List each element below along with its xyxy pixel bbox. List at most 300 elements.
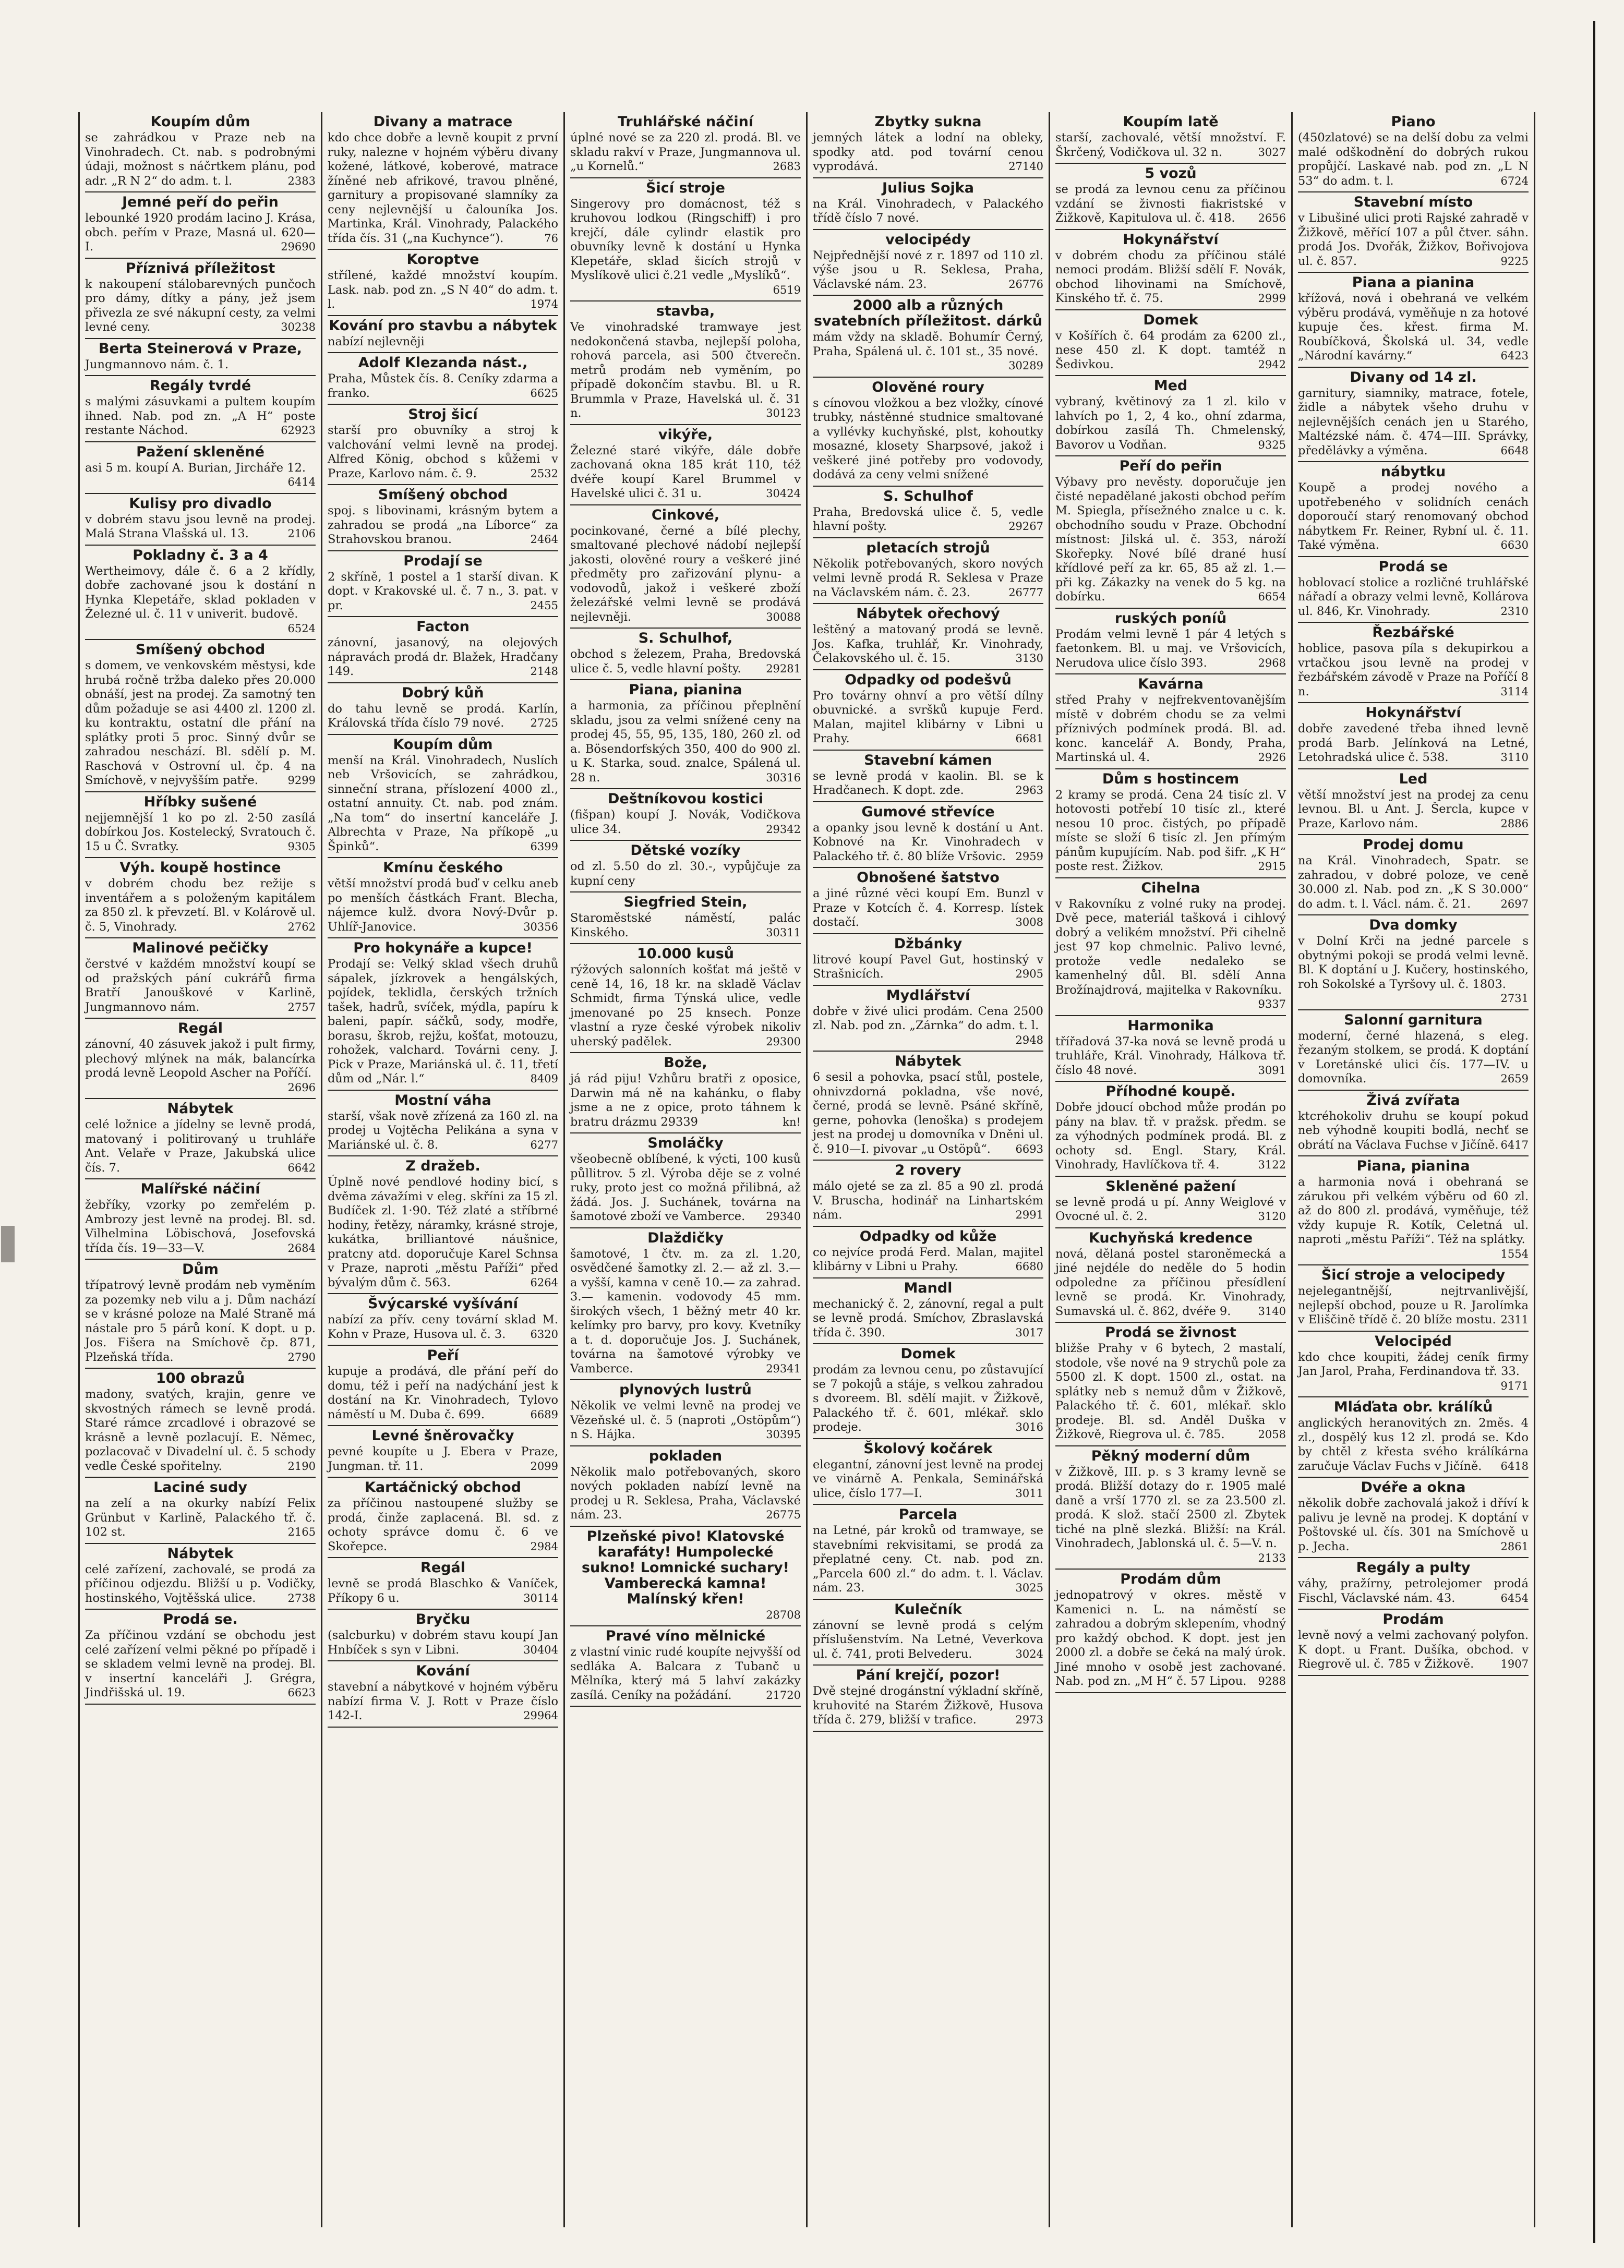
ad-reference-number: 2697	[1500, 897, 1529, 910]
classified-ad	[1298, 1332, 1529, 1398]
classified-ad	[570, 1053, 801, 1133]
ad-reference-number: 2148	[530, 665, 558, 678]
ad-body-text: leštěný a matovaný prodá se levně. Jos. Kafka, truhlář, Kr. Vinohrady, Čelakovského ul. č. 15.	[813, 623, 1043, 665]
ad-body-text: vybraný, květinový za 1 zl. kilo v lahvích po 1, 2, 4 ko., ohní zdarma, dobírkou zasílá Th. Chmelenský, Bavorov u Vodňan.	[1055, 395, 1286, 452]
ad-body	[1298, 854, 1529, 911]
classified-ad	[85, 1019, 316, 1099]
ad-body	[85, 1198, 316, 1256]
ad-reference-number: 6689	[530, 1408, 558, 1421]
classified-ad	[1298, 112, 1529, 192]
ad-reference-number: 2058	[1258, 1428, 1286, 1441]
classified-ad	[570, 425, 801, 505]
ad-body	[1055, 693, 1286, 765]
page-right-border	[1593, 21, 1595, 2243]
ad-reference-number: 6417	[1500, 1138, 1529, 1151]
classified-ad	[813, 1344, 1043, 1439]
ad-headline: Parcela	[898, 1506, 958, 1523]
ad-body-text: málo ojeté se za zl. 85 a 90 zl. prodá V. Bruscha, hodinář na Linhartském nám.	[813, 1179, 1043, 1222]
ad-body	[813, 623, 1043, 666]
ad-reference-number: 2106	[287, 527, 316, 540]
ad-headline: Kulisy pro divadlo	[129, 495, 272, 512]
ad-body	[85, 659, 316, 788]
ad-body-text: Úplně nové pendlové hodiny bicí, s dvěma závažími v eleg. skříni za 15 zl. Budíček zl. 1·90. Též zlaté a stříbrné hodiny, řetězy, náramky, krásné stroje, kukátka, brilliantové náušnice, pratcny atd. doporučuje Karel Schnsa v Praze, naproti „městu Paříži“ před bývalým dům č. 563.	[328, 1175, 558, 1289]
classified-ad	[813, 1439, 1043, 1505]
ad-body-text: litrové koupí Pavel Gut, hostinský v Strašnicích.	[813, 952, 1043, 981]
ad-headline: Pokladny č. 3 a 4	[133, 547, 268, 563]
ad-headline: Regál	[178, 1020, 223, 1036]
ad-reference-number: 29690	[281, 240, 316, 253]
ad-headline: Domek	[1143, 311, 1198, 328]
ad-reference-number: 2948	[1015, 1033, 1043, 1046]
ad-body-text: v Rakovníku z volné ruky na prodej. Dvě pece, materiál tašková i cihlový dobrý a velikém množství. Při cihelně jest 97 kop chmelnic. Palivo levné, protože vedle nedaleko se kamenhelný důl. Bl. sdělí Anna Brožínajdrová, majitelka v Rakovníku.	[1055, 897, 1286, 997]
ad-body	[328, 1497, 558, 1554]
ad-headline: Prodej domu	[1363, 837, 1464, 853]
ad-headline: Švýcarské vyšívání	[367, 1296, 519, 1312]
ad-body-text: starší, zachovalé, větší množství. F. Škrčený, Vodičkova ul. 32 n.	[1055, 131, 1286, 159]
ad-body	[1298, 131, 1529, 188]
classified-ad	[1298, 1478, 1529, 1558]
classified-ad	[813, 1161, 1043, 1227]
ad-body-text: kdo chce koupiti, žádej ceník firmy Jan Jarol, Praha, Ferdinandova tř. 33.	[1298, 1350, 1529, 1378]
ad-headline: pletacích strojů	[866, 539, 990, 556]
ad-body-text: asi 5 m. koupí A. Burian, Jircháře 12.	[85, 461, 306, 475]
ad-body-text: starší pro obuvníky a stroj k valchování velmi levně na prodej. Alfred König, obchod s kůžemi v Praze, Karlovo nám. č. 9.	[328, 424, 558, 480]
classified-ad	[813, 868, 1043, 934]
ad-body	[1298, 1577, 1529, 1606]
ad-body	[1055, 395, 1286, 452]
ad-body	[570, 860, 801, 888]
ad-body	[85, 877, 316, 934]
ad-body	[328, 1628, 558, 1657]
ad-body-text: Ve vinohradské tramwaye jest nedokončená stavba, nejlepší poloha, rohová parcela, asi 500 čtverečn. metrů prodám neb vyměním, po případě dokončím stavbu. Bl. u R. Brummla v Praze, Havelská ul. č. 31 n.	[570, 320, 801, 420]
ad-reference-number: 29964	[523, 1709, 558, 1722]
ad-headline: Velocipéd	[1375, 1333, 1452, 1349]
ad-headline: Smoláčky	[647, 1135, 724, 1151]
ad-body	[85, 513, 316, 541]
ad-body	[1055, 249, 1286, 306]
ad-body-text: levně nový a velmi zachovaný polyfon. K dopt. u Frant. Dušíka, obchod. v Riegrově ul. č. 785 v Žižkově.	[1298, 1628, 1529, 1671]
ad-headline: Deštníkovou kostici	[607, 791, 763, 807]
ad-headline: Koupím dům	[393, 736, 493, 753]
ad-body	[1298, 387, 1529, 459]
ad-reference-number: 2905	[1015, 968, 1043, 980]
classified-ad	[813, 230, 1043, 296]
ad-body-text: hoblovací stolice a rozličné truhlářské nářadí a obrazy velmi levně, Kollárova ul. 846, Kr. Vinohrady.	[1298, 575, 1529, 618]
ad-body	[85, 1628, 316, 1700]
ad-body	[328, 131, 558, 246]
ad-body-text: zánovní, jasanový, na olejových nápravách prodá dr. Blažek, Hradčany 149.	[328, 636, 558, 678]
ad-reference-number: 2684	[287, 1241, 316, 1254]
classified-ad	[813, 934, 1043, 986]
classified-ad	[1298, 192, 1529, 273]
ad-body-text: Praha, Bredovská ulice č. 5, vedle hlavní pošty.	[813, 505, 1043, 533]
classified-ad	[328, 1091, 558, 1157]
ad-headline: Piana, pianina	[1356, 1158, 1470, 1174]
ad-body	[1298, 642, 1529, 699]
ad-reference-number: 30356	[523, 920, 558, 933]
ad-body	[328, 1445, 558, 1474]
ad-body-text: nejelegantnější, nejtrvanlivější, nejlepší obchod, pouze u R. Jarolímka v Eliščině třídě č. 20 blíže mostu.	[1298, 1284, 1529, 1326]
classified-ad	[570, 680, 801, 789]
ad-body-text: se zahrádkou v Praze neb na Vinohradech. Ct. nab. s podrobnými údaji, možnost s náčrtkem plánu, pod adr. „R N 2“ do adm. t. l.	[85, 131, 316, 188]
ad-body-text: v Žižkově, III. p. s 3 kramy levně se prodá. Bližší dotazy do r. 1905 malé daně a vrší 1770 zl. se za 23.500 zl. prodá. K slož. stačí 2500 zl. Zbytek tiché na plně slezká. Bližší: na Král. Vinohradech, Jablonská ul. č. 5—V. n.	[1055, 1465, 1286, 1550]
classified-ad	[813, 1666, 1043, 1732]
ad-body	[328, 570, 558, 613]
ad-reference-number: 2973	[1015, 1714, 1043, 1726]
ad-reference-number: 30311	[766, 926, 801, 939]
ad-reference-number: 2942	[1258, 358, 1286, 371]
classified-ad	[1298, 1091, 1529, 1157]
ad-headline: Šicí stroje a velocipedy	[1321, 1267, 1506, 1283]
ad-headline: Siegfried Stein,	[623, 894, 748, 910]
ad-body	[1298, 1175, 1529, 1260]
ad-column-2	[322, 112, 565, 2227]
classified-ad	[570, 1133, 801, 1228]
ad-headline: Bryčku	[415, 1611, 471, 1627]
classified-ad	[1055, 878, 1286, 1016]
ad-body-text: Za příčinou vzdání se obchodu jest celé zařízení velmi pěkné po případě i se skladem velmi levně na prodej. Bl. v insertní kanceláři J. Grégra, Jindřišská ul. 19.	[85, 1628, 316, 1699]
ad-body-text: žebříky, vzorky po zemřelém p. Ambrozy jest levně na prodej. Bl. sd. Vilhelmina Löbischová, Josefovská třída čís. 19—33—V.	[85, 1198, 316, 1255]
ad-reference-number: 2656	[1258, 212, 1286, 224]
ad-body	[85, 1497, 316, 1540]
ad-headline: Domek	[900, 1346, 956, 1362]
ad-body-text: madony, svatých, krajin, genre ve skvostných rámech se levně prodá. Staré rámce zrcadlové i obrazové se krásně a levně pozlacují. E. Němec, pozlacovač v Divadelní ul. č. 5 schody vedle České spořitelny.	[85, 1388, 316, 1473]
classified-ad	[813, 1278, 1043, 1345]
ad-body	[1298, 1109, 1529, 1153]
ad-headline: Jemné peří do peřin	[122, 194, 279, 210]
classified-ad	[328, 1294, 558, 1346]
classified-ad	[570, 1380, 801, 1446]
ad-body-text: 6 sesil a pohovka, psací stůl, postele, ohnivzdorná pokladna, vše nové, černé, prodá se levně. Psáné skříně, gerne, pohovka (lenoška) s prodejem jest na prodej u domovníka v Dněni ul. č. 910—I. pivovar „u Ostöpů“.	[813, 1070, 1043, 1156]
ad-reference-number: 3016	[1015, 1421, 1043, 1433]
ad-body	[570, 1399, 801, 1442]
ad-body-text: pevné koupíte u J. Ebera v Praze, Jungman. tř. 11.	[328, 1445, 558, 1473]
ad-body	[813, 1297, 1043, 1341]
ad-body-text: zánovní se levně prodá s celým příslušenstvím. Na Letné, Veverkova ul. č. 741, proti Belvederu.	[813, 1618, 1043, 1661]
ad-reference-number: 2886	[1500, 817, 1529, 830]
classified-ad	[328, 1156, 558, 1294]
ad-body-text: kdo chce dobře a levně koupit z první ruky, nalezne v hojném výběru divany kožené, látkové, koberové, matrace žíněné neb afrikové, travou plněné, garnitury a propisované slamníky za ceny nejlevnější u čalouníka Jos. Martinka, Král. Vinohrady, Palackého třída čís. 31 („na Kuchynce“).	[328, 131, 558, 245]
ad-body	[328, 1365, 558, 1422]
ad-reference-number: 26776	[1008, 278, 1043, 291]
classified-ad	[1055, 674, 1286, 769]
ad-body	[813, 131, 1043, 174]
page-edge-mark	[1, 1226, 15, 1262]
ad-headline: Regály a pulty	[1356, 1560, 1471, 1576]
ad-reference-number: 1554	[1500, 1247, 1529, 1260]
ad-body	[570, 911, 801, 940]
ad-body	[1298, 788, 1529, 831]
ad-body-text: lebounké 1920 prodám lacino J. Krása, obch. peřím v Praze, Masná ul. 620—I.	[85, 211, 316, 254]
ad-body	[570, 963, 801, 1049]
ad-body-text: za příčinou nastoupené služby se prodá, činže zaplacená. Bl. sd. z ochoty správce domu č. 6 ve Skořepce.	[328, 1497, 558, 1553]
ad-headline: Smíšený obchod	[378, 487, 508, 503]
classified-ad	[570, 789, 801, 841]
ad-reference-number: 6693	[1015, 1142, 1043, 1155]
ad-body-text: garnitury, siamniky, matrace, fotele, židle a nábytek všeho druhu v nejlevnějších cenách jen u Starého, Maltézské nám. č. 474—III. Správky, předělávky a výměna.	[1298, 386, 1529, 457]
ad-body	[328, 335, 558, 349]
ad-body-text: obchod s železem, Praha, Bredovská ulice č. 5, vedle hlavní pošty.	[570, 647, 801, 675]
classified-ad	[85, 192, 316, 259]
ad-body	[1298, 722, 1529, 765]
ad-headline: Příznivá příležitost	[125, 260, 275, 276]
ad-reference-number: 29340	[766, 1210, 801, 1223]
classified-ad	[570, 1527, 801, 1627]
ad-body-text: 2 kramy se prodá. Cena 24 tisíc zl. V hotovosti potřebí 10 tisíc zl., které nesou 10 proc. čistých, po případě míste se složí 6 tisíc zl. Jen přímým pánům kupujícím. Nab. pod šifr. „K H“ poste rest. Žižkov.	[1055, 788, 1286, 873]
ad-body	[1055, 1342, 1286, 1442]
ad-body	[85, 957, 316, 1015]
ad-headline: Nábytek	[895, 1053, 961, 1069]
ad-headline: Stavební kámen	[864, 752, 992, 768]
classified-ad	[1298, 1610, 1529, 1676]
classified-ad	[1055, 1082, 1286, 1177]
classified-ad	[328, 683, 558, 735]
ad-headline: Divany a matrace	[373, 114, 513, 130]
ad-reference-number: 76	[544, 232, 558, 245]
ad-reference-number: 1907	[1500, 1658, 1529, 1670]
ad-body	[1298, 1350, 1529, 1392]
ad-body-text: v dobrém stavu jsou levně na prodej. Malá Strana Vlašská ul. 13.	[85, 512, 316, 540]
ad-body-text: nová, dělaná postel staroněmecká a jiné nejdéle do neděle do 5 hodin odpoledne za příčinou přesídlení levně se prodá. Kr. Vinohrady, Sumavská ul. č. 862, dvéře 9.	[1055, 1247, 1286, 1318]
ad-body	[1298, 211, 1529, 269]
ad-reference-number: 3027	[1258, 146, 1286, 159]
ad-reference-number: 2190	[287, 1459, 316, 1473]
ad-headline: 5 vozů	[1145, 165, 1197, 182]
ad-body-text: kupuje a prodává, dle přání peří do domu, též i peří na nadýchání jest k dostání na Kr. Vinohradech, Tylovo náměstí u M. Duba č. 699.	[328, 1365, 558, 1421]
ad-body	[328, 702, 558, 731]
ad-body-text: stavební a nábytkové v hojném výběru nabízí firma V. J. Rott v Praze číslo 142-I.	[328, 1680, 558, 1722]
ad-headline: vikýře,	[658, 426, 713, 443]
classified-ad	[1055, 1446, 1286, 1570]
classified-ad	[328, 858, 558, 938]
ad-body-text: v Libušiné ulici proti Rajské zahradě v Žižkově, měřící 107 a půl čtver. sáhn. prodá Jos. Dvořák, Žižkov, Bořivojova ul. č. 857.	[1298, 211, 1529, 268]
ad-body	[813, 953, 1043, 982]
classified-ad	[1298, 368, 1529, 463]
ad-body	[85, 1563, 316, 1606]
ad-body	[328, 372, 558, 401]
ad-reference-number: 2731	[1500, 992, 1529, 1005]
ad-body	[1298, 1628, 1529, 1672]
ad-reference-number: 62923	[281, 424, 316, 437]
ad-reference-number: 6642	[287, 1161, 316, 1174]
ad-body-text: Několik ve velmi levně na prodej ve Vězeňské ul. č. 5 (naproti „Ostöpům“) n S. Hájka.	[570, 1399, 801, 1441]
ad-headline: Dvéře a okna	[1361, 1479, 1466, 1495]
ad-body-text: všeobecně oblíbené, k výcti, 100 kusů půllitrov. 5 zl. Výroba děje se z volné ruky, proto jest co možná přilibná, až žádá. Jos. J. Suchánek, továrna na šamotové zboží ve Vamberce.	[570, 1152, 801, 1223]
ad-body-text: pocinkované, černé a bílé plechy, smaltované plechové nádobí nejlepší jakosti, olověné roury a veškeré jiné předměty pro zařizování plynu- a vodovodů, jakož i veškeré zboží železářské velmi levně se prodává nejlevněji.	[570, 524, 801, 624]
ad-body	[813, 1070, 1043, 1156]
ad-reference-number: 2959	[1015, 850, 1043, 863]
ad-body	[85, 358, 316, 372]
ad-body-text: (fišpan) koupí J. Novák, Vodičkova ulice 34.	[570, 808, 801, 836]
ad-reference-number: 6680	[1015, 1260, 1043, 1273]
ad-reference-number: 2757	[287, 1000, 316, 1014]
ad-reference-number: 2999	[1258, 292, 1286, 305]
ad-body	[570, 131, 801, 174]
classified-ad	[570, 301, 801, 425]
ad-body	[570, 320, 801, 421]
ad-headline: Zbytky sukna	[874, 114, 982, 130]
ad-headline: Peří do peřin	[1119, 458, 1222, 474]
ad-headline: Peří	[427, 1347, 459, 1364]
ad-body-text: Několik potřebovaných, skoro nových velmi levně prodá R. Seklesa v Praze na Václavském nám. č. 23.	[813, 557, 1043, 599]
ad-headline: Nábytek	[167, 1545, 234, 1562]
ad-reference-number: 30123	[766, 407, 801, 419]
ad-headline: S. Schulhof	[883, 488, 973, 504]
ad-headline: 100 obrazů	[155, 1370, 245, 1386]
ad-reference-number: 3120	[1258, 1210, 1286, 1223]
ad-body-text: z vlastní vinic rudé koupíte nejvyšší od sedláka A. Balcara z Tubanč u Mělníka, který má 5 lahví zakázky zasílá. Ceníky na požádání.	[570, 1645, 801, 1702]
ad-headline: Regál	[420, 1560, 465, 1576]
ad-reference-number: 2696	[287, 1081, 316, 1094]
ad-body-text: Několik malo potřebovaných, skoro nových pokladen nabízí levně na prodej u R. Seklesa, Praha, Václavské nám. 23.	[570, 1465, 801, 1522]
ad-reference-number: 3011	[1015, 1487, 1043, 1500]
ad-headline: Gumové střevíce	[861, 803, 995, 820]
ad-reference-number: 6724	[1500, 174, 1529, 187]
ad-reference-number: 6423	[1500, 349, 1529, 362]
ad-reference-number: 6630	[1500, 539, 1529, 551]
ad-body	[1298, 1029, 1529, 1087]
ad-headline: Mláďata obr. králíků	[1333, 1399, 1493, 1415]
ad-headline: Med	[1153, 378, 1188, 394]
ad-headline: Z dražeb.	[405, 1158, 480, 1174]
classified-ad	[813, 1600, 1043, 1666]
classified-ad	[1298, 1156, 1529, 1265]
ad-reference-number: 2099	[530, 1459, 558, 1473]
ad-reference-number: 3024	[1015, 1647, 1043, 1660]
ad-body-text: jednopatrový v okres. městě v Kamenici n. L. na náměstí se zahradou a dobrým sklepením, vhodný pro každý obchod. K dopt. jest jen 2000 zl. a dobře se čeká na malý úrok. Jiné mnoho v osobě jest zachované. Nab. pod zn. „M H“ č. 57 Lipou.	[1055, 1588, 1286, 1688]
ad-headline: Školový kočárek	[863, 1440, 993, 1457]
ad-body	[328, 1680, 558, 1723]
ad-headline: Prodají se	[403, 552, 483, 569]
ad-headline: pokladen	[648, 1447, 723, 1464]
ad-body	[1298, 481, 1529, 553]
classified-ad	[570, 178, 801, 302]
ad-reference-number: 2991	[1015, 1209, 1043, 1221]
classified-ad	[813, 378, 1043, 487]
classified-ad	[1055, 1323, 1286, 1446]
classified-ad	[813, 1227, 1043, 1278]
classified-ad	[1298, 703, 1529, 769]
classified-ad	[570, 505, 801, 629]
classified-ad	[1055, 112, 1286, 164]
classified-ad	[328, 1558, 558, 1610]
ad-body	[85, 395, 316, 438]
ad-body-text: v dobrém chodu bez režije s inventářem a s položeným kapitálem za 850 zl. k převzetí. Bl. v Kolárově ul. č. 5, Vinohrady.	[85, 877, 316, 934]
ad-body-text: 2 skříně, 1 postel a 1 starší divan. K dopt. v Krakovské ul. č. 7 n., 3. pat. v pr.	[328, 570, 558, 612]
classified-ad	[328, 1661, 558, 1728]
ad-body-text: Singerovy pro domácnost, též s kruhovou lodkou (Ringschiff) i pro krejčí, dále cylindr elastik pro obuvníky levně k dostání u Hynka Klepetáře, sklad šicích strojů v Myslíkově ulici č.21 vedle „Myslíků“.	[570, 197, 801, 282]
ad-body	[1055, 183, 1286, 226]
ad-headline: nábytku	[1380, 464, 1446, 480]
ad-headline: stavba,	[656, 303, 715, 319]
ad-headline: Julius Sojka	[882, 179, 974, 196]
classified-ad	[1298, 623, 1529, 703]
ad-headline: plynových lustrů	[619, 1382, 752, 1398]
ad-headline: S. Schulhof,	[638, 630, 733, 646]
ad-reference-number: 30238	[281, 321, 316, 333]
ad-headline: Mydlářství	[886, 987, 970, 1004]
ad-headline: Piano	[1391, 114, 1436, 130]
classified-ad	[328, 1426, 558, 1478]
ad-reference-number: 6264	[530, 1276, 558, 1289]
ad-reference-number: 2861	[1500, 1540, 1529, 1553]
ad-headline: Truhlářské náčiní	[617, 114, 754, 130]
ad-body	[813, 1524, 1043, 1596]
ad-body-text: zánovní, 40 zásuvek jakož i pult firmy, plechový mlýnek na mák, balancírka prodá levně Leopold Ascher na Poříčí.	[85, 1038, 316, 1080]
ad-body-text: s cínovou vložkou a bez vložky, cínové trubky, nástěnné studnice smaltované a vyllévky kuchyňské, plst, kohoutky mosazné, klosety Sharpsové, jakož i veškeré jiné potřeby pro vodovody, dodává za ceny velmi snížené	[813, 396, 1043, 481]
ad-reference-number: 3017	[1015, 1326, 1043, 1339]
ad-reference-number: 2926	[1258, 751, 1286, 764]
ad-headline: Dlaždičky	[647, 1229, 724, 1246]
ad-headline: Prodá se živnost	[1105, 1324, 1236, 1341]
ad-body-text: a jiné různé věci koupí Em. Bunzl v Praze v Kotcích č. 4. Korresp. lístek dostačí.	[813, 887, 1043, 929]
ad-body-text: já rád piju! Vzhůru bratři z oposice, Darwin má ně na kahánku, o flaby jsme a ne z opice, proto táhnem k bratru drázmu 29339	[570, 1072, 801, 1129]
ad-body	[570, 1072, 801, 1129]
ad-body-text: Wertheimovy, dále č. 6 a 2 křídly, dobře zachované jsou k dostání n Hynka Klepetáře, sklad pokladen v Železné ul. č. 11 v univerit. budově.	[85, 564, 316, 621]
ad-headline: Prodá se.	[163, 1611, 238, 1627]
ad-body-text: váhy, pražírny, petrolejomer prodá Fischl, Václavské nám. 43.	[1298, 1577, 1529, 1605]
ad-headline: Skleněné pažení	[1105, 1178, 1236, 1195]
ad-body	[813, 330, 1043, 372]
classified-ad	[85, 938, 316, 1019]
ad-body	[1055, 1196, 1286, 1224]
ad-reference-number: 6625	[530, 387, 558, 400]
ad-headline: Pažení skleněné	[136, 443, 264, 460]
ad-body-text: větší množství prodá buď v celku aneb po menších částkách Frant. Blecha, nájemce kulž. dvora Nový-Dvůr p. Uhlíř-Janovice.	[328, 877, 558, 934]
ad-reference-number: 2968	[1258, 656, 1286, 669]
ad-reference-number: 6399	[530, 840, 558, 853]
ad-body-text: Koupě a prodej nového a upotřebeného v solidních cenách doporoučí starý renomovaný obchod nábytkem Fr. Reiner, Rybní ul. č. 11. Také výměna.	[1298, 481, 1529, 552]
ad-headline: Dům	[182, 1261, 219, 1277]
ad-headline: Nábytek ořechový	[856, 606, 1000, 622]
ad-body	[1055, 1035, 1286, 1078]
ad-reference-number: 29342	[766, 823, 801, 836]
ad-headline: Kuchyňská kredence	[1088, 1229, 1253, 1246]
ad-body	[570, 1645, 801, 1703]
ad-reference-number: 3008	[1015, 916, 1043, 928]
ad-body	[1055, 329, 1286, 372]
classified-ad	[570, 629, 801, 680]
classified-ad	[1055, 310, 1286, 377]
classified-ad	[85, 858, 316, 938]
ad-reference-number: 9325	[1258, 438, 1286, 451]
classified-ad	[813, 986, 1043, 1052]
classified-ad	[813, 1052, 1043, 1161]
ad-reference-number: 2310	[1500, 605, 1529, 618]
ad-reference-number: 1974	[530, 298, 558, 310]
ad-body	[328, 1109, 558, 1153]
classified-ad	[85, 640, 316, 792]
classified-ad	[328, 1346, 558, 1426]
ad-body	[328, 754, 558, 854]
ad-headline: Olověné roury	[872, 379, 984, 395]
ad-body-text: elegantní, zánovní jest levně na prodej ve vinárně A. Penkala, Seminářská ulice, číslo 177—I.	[813, 1457, 1043, 1500]
ad-reference-number: 2532	[530, 467, 558, 480]
ad-column-5	[1050, 112, 1293, 2227]
ad-headline: Příhodné koupě.	[1105, 1083, 1236, 1100]
ad-body	[813, 396, 1043, 482]
ad-headline: Řezbářské	[1372, 624, 1454, 641]
classified-ad	[813, 670, 1043, 751]
classified-ad	[85, 792, 316, 859]
classified-ad	[328, 1610, 558, 1661]
classified-ad	[813, 751, 1043, 802]
ad-headline: Šicí stroje	[646, 179, 725, 196]
ad-headline: Hokynářství	[1365, 705, 1461, 721]
ad-reference-number: 2915	[1258, 860, 1286, 873]
ad-reference-number: 6623	[287, 1686, 316, 1699]
ad-reference-number: 28708	[766, 1608, 801, 1621]
